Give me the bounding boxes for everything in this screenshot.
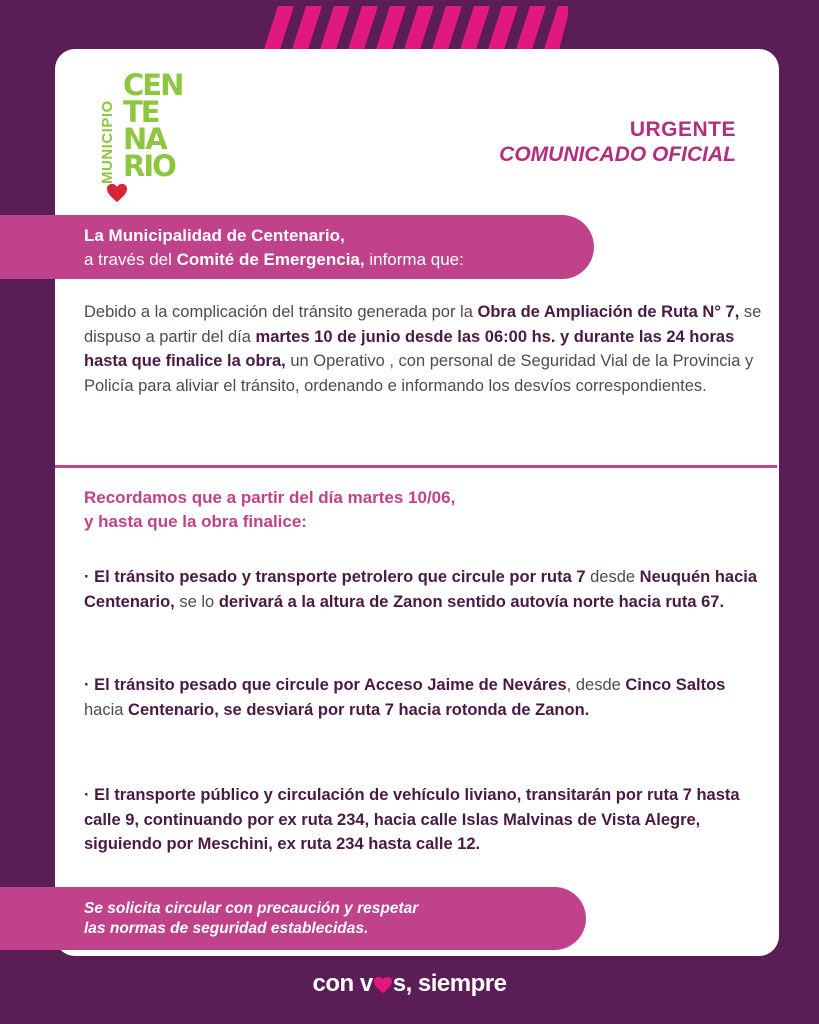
intro-line2: a través del Comité de Emergencia, informa que: (84, 250, 464, 269)
municipality-logo: CEN TE NA RIO (123, 68, 183, 183)
caution-banner (0, 887, 586, 950)
heart-icon (373, 976, 393, 994)
bullet-jaime-nevares: · El tránsito pesado que circule por Acceso Jaime de Neváres, desde Cinco Saltos hacia Centenario, se desviará por ruta 7 hacia rotonda de Zanon. (84, 676, 726, 719)
official-notice-label: COMUNICADO OFICIAL (499, 143, 736, 166)
urgent-header (499, 117, 736, 167)
reminder-heading: Recordamos que a partir del día martes 10/06, y hasta que la obra finalice: (84, 488, 456, 531)
urgent-label: URGENTE (629, 118, 736, 141)
divider (55, 465, 777, 468)
intro-line1: La Municipalidad de Centenario, (84, 226, 345, 245)
slogan: con v s, siempre (312, 970, 507, 997)
bullet-heavy-transit: · El tránsito pesado y transporte petrolero que circule por ruta 7 desde Neuquén hacia Centenario, se lo derivará a la altura de Zanon sentido autovía norte hacia ruta 67. (84, 568, 758, 611)
heart-icon (106, 183, 128, 203)
logo-side-text: MUNICIPIO (99, 100, 116, 184)
main-paragraph: Debido a la complicación del tránsito generada por la Obra de Ampliación de Ruta N° 7, se dispuso a partir del día martes 10 de junio desde las 06:00 hs. y durante las 24 horas hasta que finalice la obra, un Operativo , con personal de Seguridad Vial de la Provincia y Policía para aliviar el tránsito, ordenando e informando los desvíos correspondientes. (84, 303, 762, 395)
intro-banner (0, 215, 594, 279)
bullet-public-transport: · El transporte público y circulación de vehículo liviano, transitarán por ruta 7 hasta calle 9, continuando por ex ruta 234, hacia calle Islas Malvinas de Vista Alegre, siguiendo por Meschini, ex ruta 234 hasta calle 12. (84, 786, 740, 853)
caution-text: Se solicita circular con precaución y respetar las normas de seguridad establecidas. (84, 900, 419, 937)
